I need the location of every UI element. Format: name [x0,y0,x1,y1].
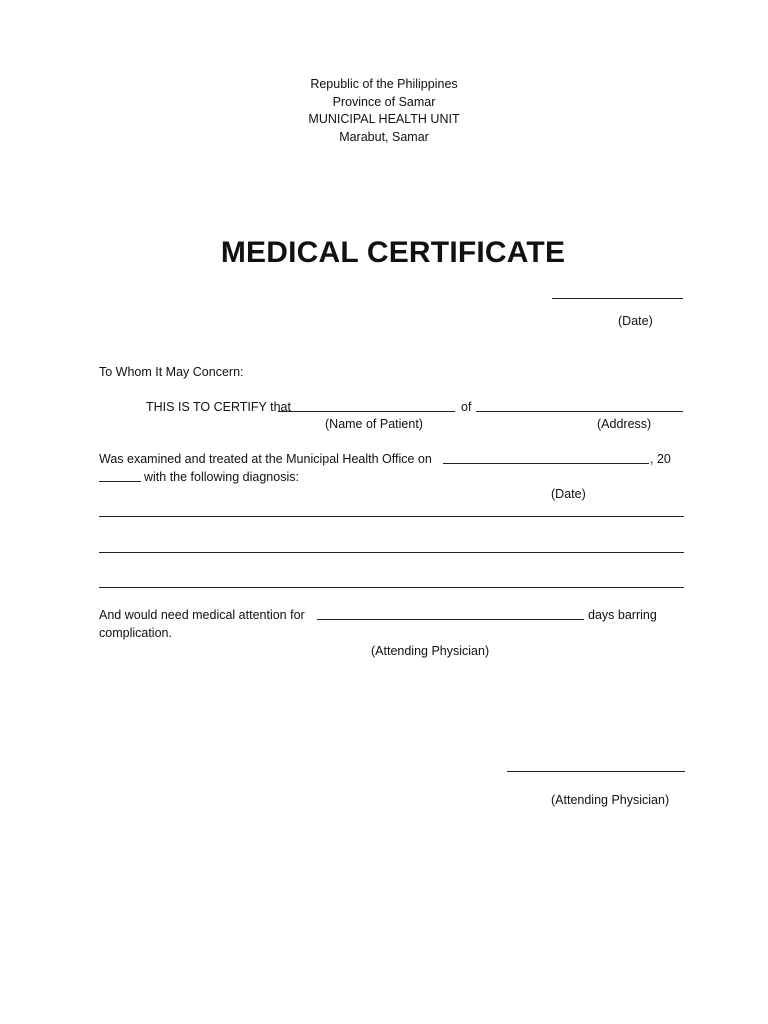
attention-line2: complication. [99,626,172,640]
address-line [476,411,683,412]
address-caption: (Address) [597,417,652,431]
year-prefix: , 20 [650,452,671,466]
letterhead-unit: MUNICIPAL HEALTH UNIT [308,112,460,126]
date-caption: (Date) [618,314,653,328]
attention-prefix: And would need medical attention for [99,608,305,622]
attention-caption: (Attending Physician) [371,644,490,658]
diagnosis-line [99,552,684,553]
patient-caption: (Name of Patient) [325,417,423,431]
examined-prefix: Was examined and treated at the Municipal Health Office on [99,452,432,466]
exam-date-line [443,463,649,464]
attention-suffix: days barring [588,608,657,622]
document-title: MEDICAL CERTIFICATE [220,236,566,269]
letterhead [0,76,768,146]
diagnosis-line [99,516,684,517]
signature-line [507,771,685,772]
year-line [99,481,141,482]
signature-caption: (Attending Physician) [551,793,670,807]
diagnosis-line [99,587,684,588]
letterhead-province: Province of Samar [332,94,436,109]
days-line [317,619,584,620]
letterhead-municipality: Marabut, Samar [339,129,429,144]
salutation: To Whom It May Concern: [99,365,244,379]
certify-prefix: THIS IS TO CERTIFY that [146,400,291,414]
date-line [552,298,683,299]
patient-name-line [278,411,455,412]
exam-date-caption: (Date) [551,487,586,501]
diagnosis-label: with the following diagnosis: [144,470,299,484]
letterhead-country: Republic of the Philippines [310,77,458,91]
certify-of: of [461,400,472,414]
